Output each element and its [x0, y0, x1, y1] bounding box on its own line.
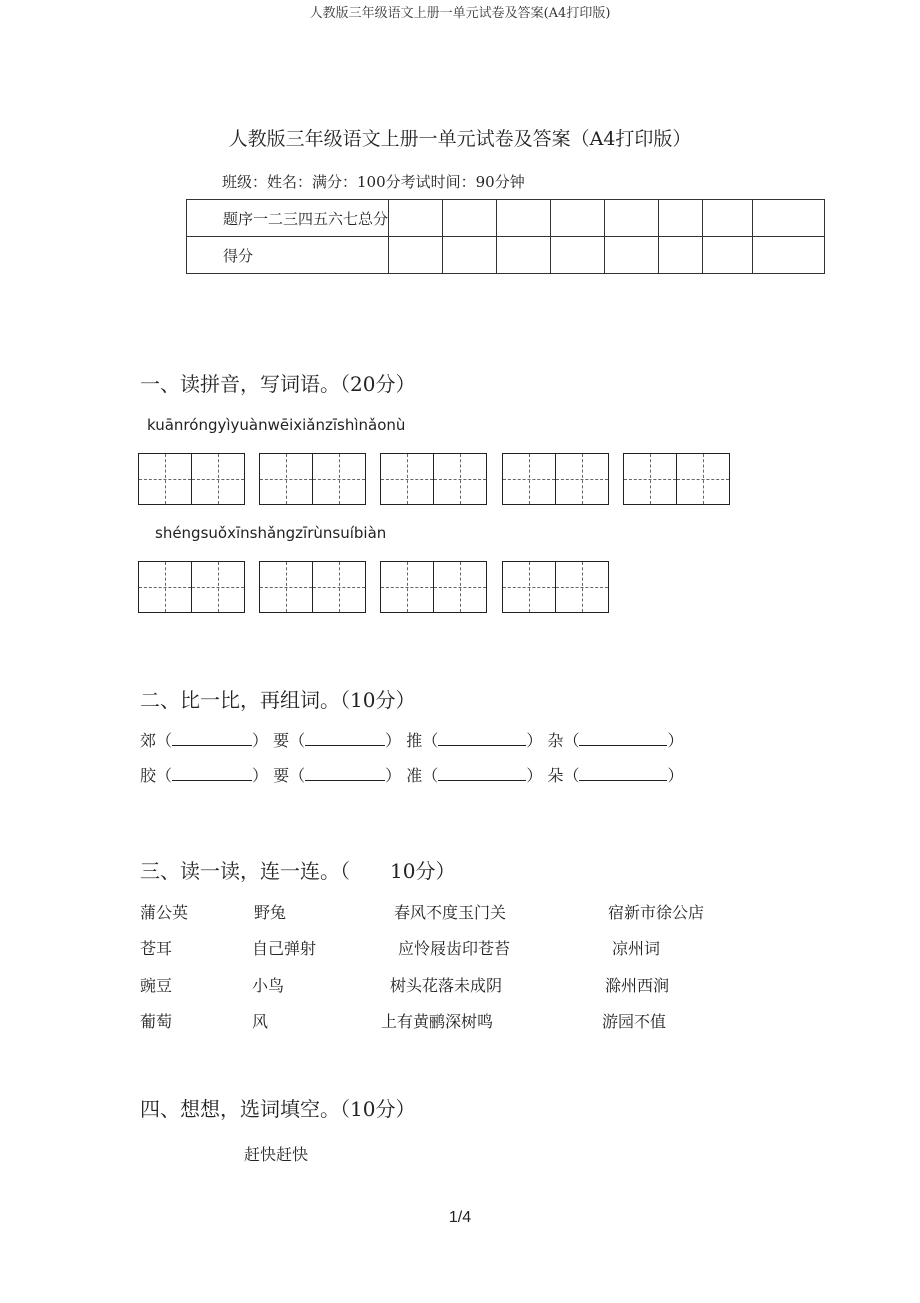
match-item: 苍耳: [140, 939, 173, 958]
score-cell: [551, 200, 605, 237]
match-item: 树头花落未成阴: [390, 976, 503, 995]
section4-title: 四、想想，选词填空。（10分）: [140, 1097, 416, 1121]
compare-char: 准: [406, 766, 423, 785]
writing-grid[interactable]: [380, 453, 487, 505]
score-cell: [443, 237, 497, 274]
pinyin-line-2: shéngsuǒxīnshǎngzīrùnsuíbiàn: [155, 524, 387, 542]
exam-info: 班级：姓名：满分：100分考试时间：90分钟: [222, 173, 525, 191]
section1-title: 一、读拼音，写词语。（20分）: [140, 372, 416, 396]
compare-char: 要: [273, 731, 290, 750]
match-item: 凉州词: [612, 939, 661, 958]
page-header: 人教版三年级语文上册一单元试卷及答案(A4打印版): [309, 6, 611, 21]
match-item: 葡萄: [140, 1012, 173, 1031]
word-choices: 赶快赶快: [244, 1145, 309, 1164]
score-cell: [659, 200, 703, 237]
score-cell: [605, 200, 659, 237]
answer-blank[interactable]: [579, 731, 667, 746]
score-cell: [605, 237, 659, 274]
writing-grid[interactable]: [138, 453, 245, 505]
score-cell: [389, 237, 443, 274]
match-item: 风: [252, 1012, 269, 1031]
answer-blank[interactable]: [172, 766, 252, 781]
pinyin-line-1: kuānróngyìyuànwēixiǎnzīshìnǎonù: [147, 416, 406, 434]
score-cell: [703, 237, 753, 274]
compare-row-1: 郊（ ） 要（ ） 推（ ） 杂（ ）: [140, 731, 684, 750]
match-item: 应怜屐齿印苍苔: [398, 939, 511, 958]
score-cell: [551, 237, 605, 274]
writing-grid[interactable]: [502, 561, 609, 613]
writing-grid[interactable]: [380, 561, 487, 613]
answer-blank[interactable]: [172, 731, 252, 746]
score-table-row-score: [187, 237, 825, 274]
score-cell: [753, 237, 825, 274]
writing-grid[interactable]: [502, 453, 609, 505]
writing-grid[interactable]: [623, 453, 730, 505]
writing-grid[interactable]: [138, 561, 245, 613]
score-cell: [497, 237, 551, 274]
match-item: 游园不值: [602, 1012, 667, 1031]
compare-char: 朵: [547, 766, 564, 785]
match-item: 自己弹射: [252, 939, 317, 958]
score-cell: [703, 200, 753, 237]
match-item: 滁州西涧: [605, 976, 670, 995]
page-number: 1/4: [448, 1209, 472, 1226]
compare-char: 郊: [140, 731, 157, 750]
match-item: 上有黄鹂深树鸣: [381, 1012, 494, 1031]
score-cell: [753, 200, 825, 237]
page-title: 人教版三年级语文上册一单元试卷及答案（A4打印版）: [228, 128, 692, 150]
section3-title: 三、读一读，连一连。（ 10分）: [140, 859, 456, 883]
compare-row-2: 胶（ ） 要（ ） 准（ ） 朵（ ）: [140, 766, 684, 785]
match-item: 豌豆: [140, 976, 173, 995]
score-table: [186, 199, 825, 274]
score-cell: [659, 237, 703, 274]
writing-grid[interactable]: [259, 561, 366, 613]
answer-blank[interactable]: [579, 766, 667, 781]
answer-blank[interactable]: [438, 766, 526, 781]
answer-blank[interactable]: [305, 731, 385, 746]
answer-blank[interactable]: [305, 766, 385, 781]
score-table-score-label: 得分: [187, 237, 389, 274]
score-cell: [443, 200, 497, 237]
score-table-header-label: 题序一二三四五六七总分: [187, 200, 389, 237]
match-item: 小鸟: [252, 976, 285, 995]
match-item: 春风不度玉门关: [394, 903, 507, 922]
score-cell: [389, 200, 443, 237]
writing-grid[interactable]: [259, 453, 366, 505]
compare-char: 杂: [547, 731, 564, 750]
answer-blank[interactable]: [438, 731, 526, 746]
section2-title: 二、比一比，再组词。（10分）: [140, 688, 416, 712]
match-item: 蒲公英: [140, 903, 189, 922]
match-item: 宿新市徐公店: [608, 903, 705, 922]
compare-char: 要: [273, 766, 290, 785]
score-table-row-header: [187, 200, 825, 237]
match-item: 野兔: [254, 903, 287, 922]
compare-char: 推: [406, 731, 423, 750]
score-cell: [497, 200, 551, 237]
compare-char: 胶: [140, 766, 157, 785]
